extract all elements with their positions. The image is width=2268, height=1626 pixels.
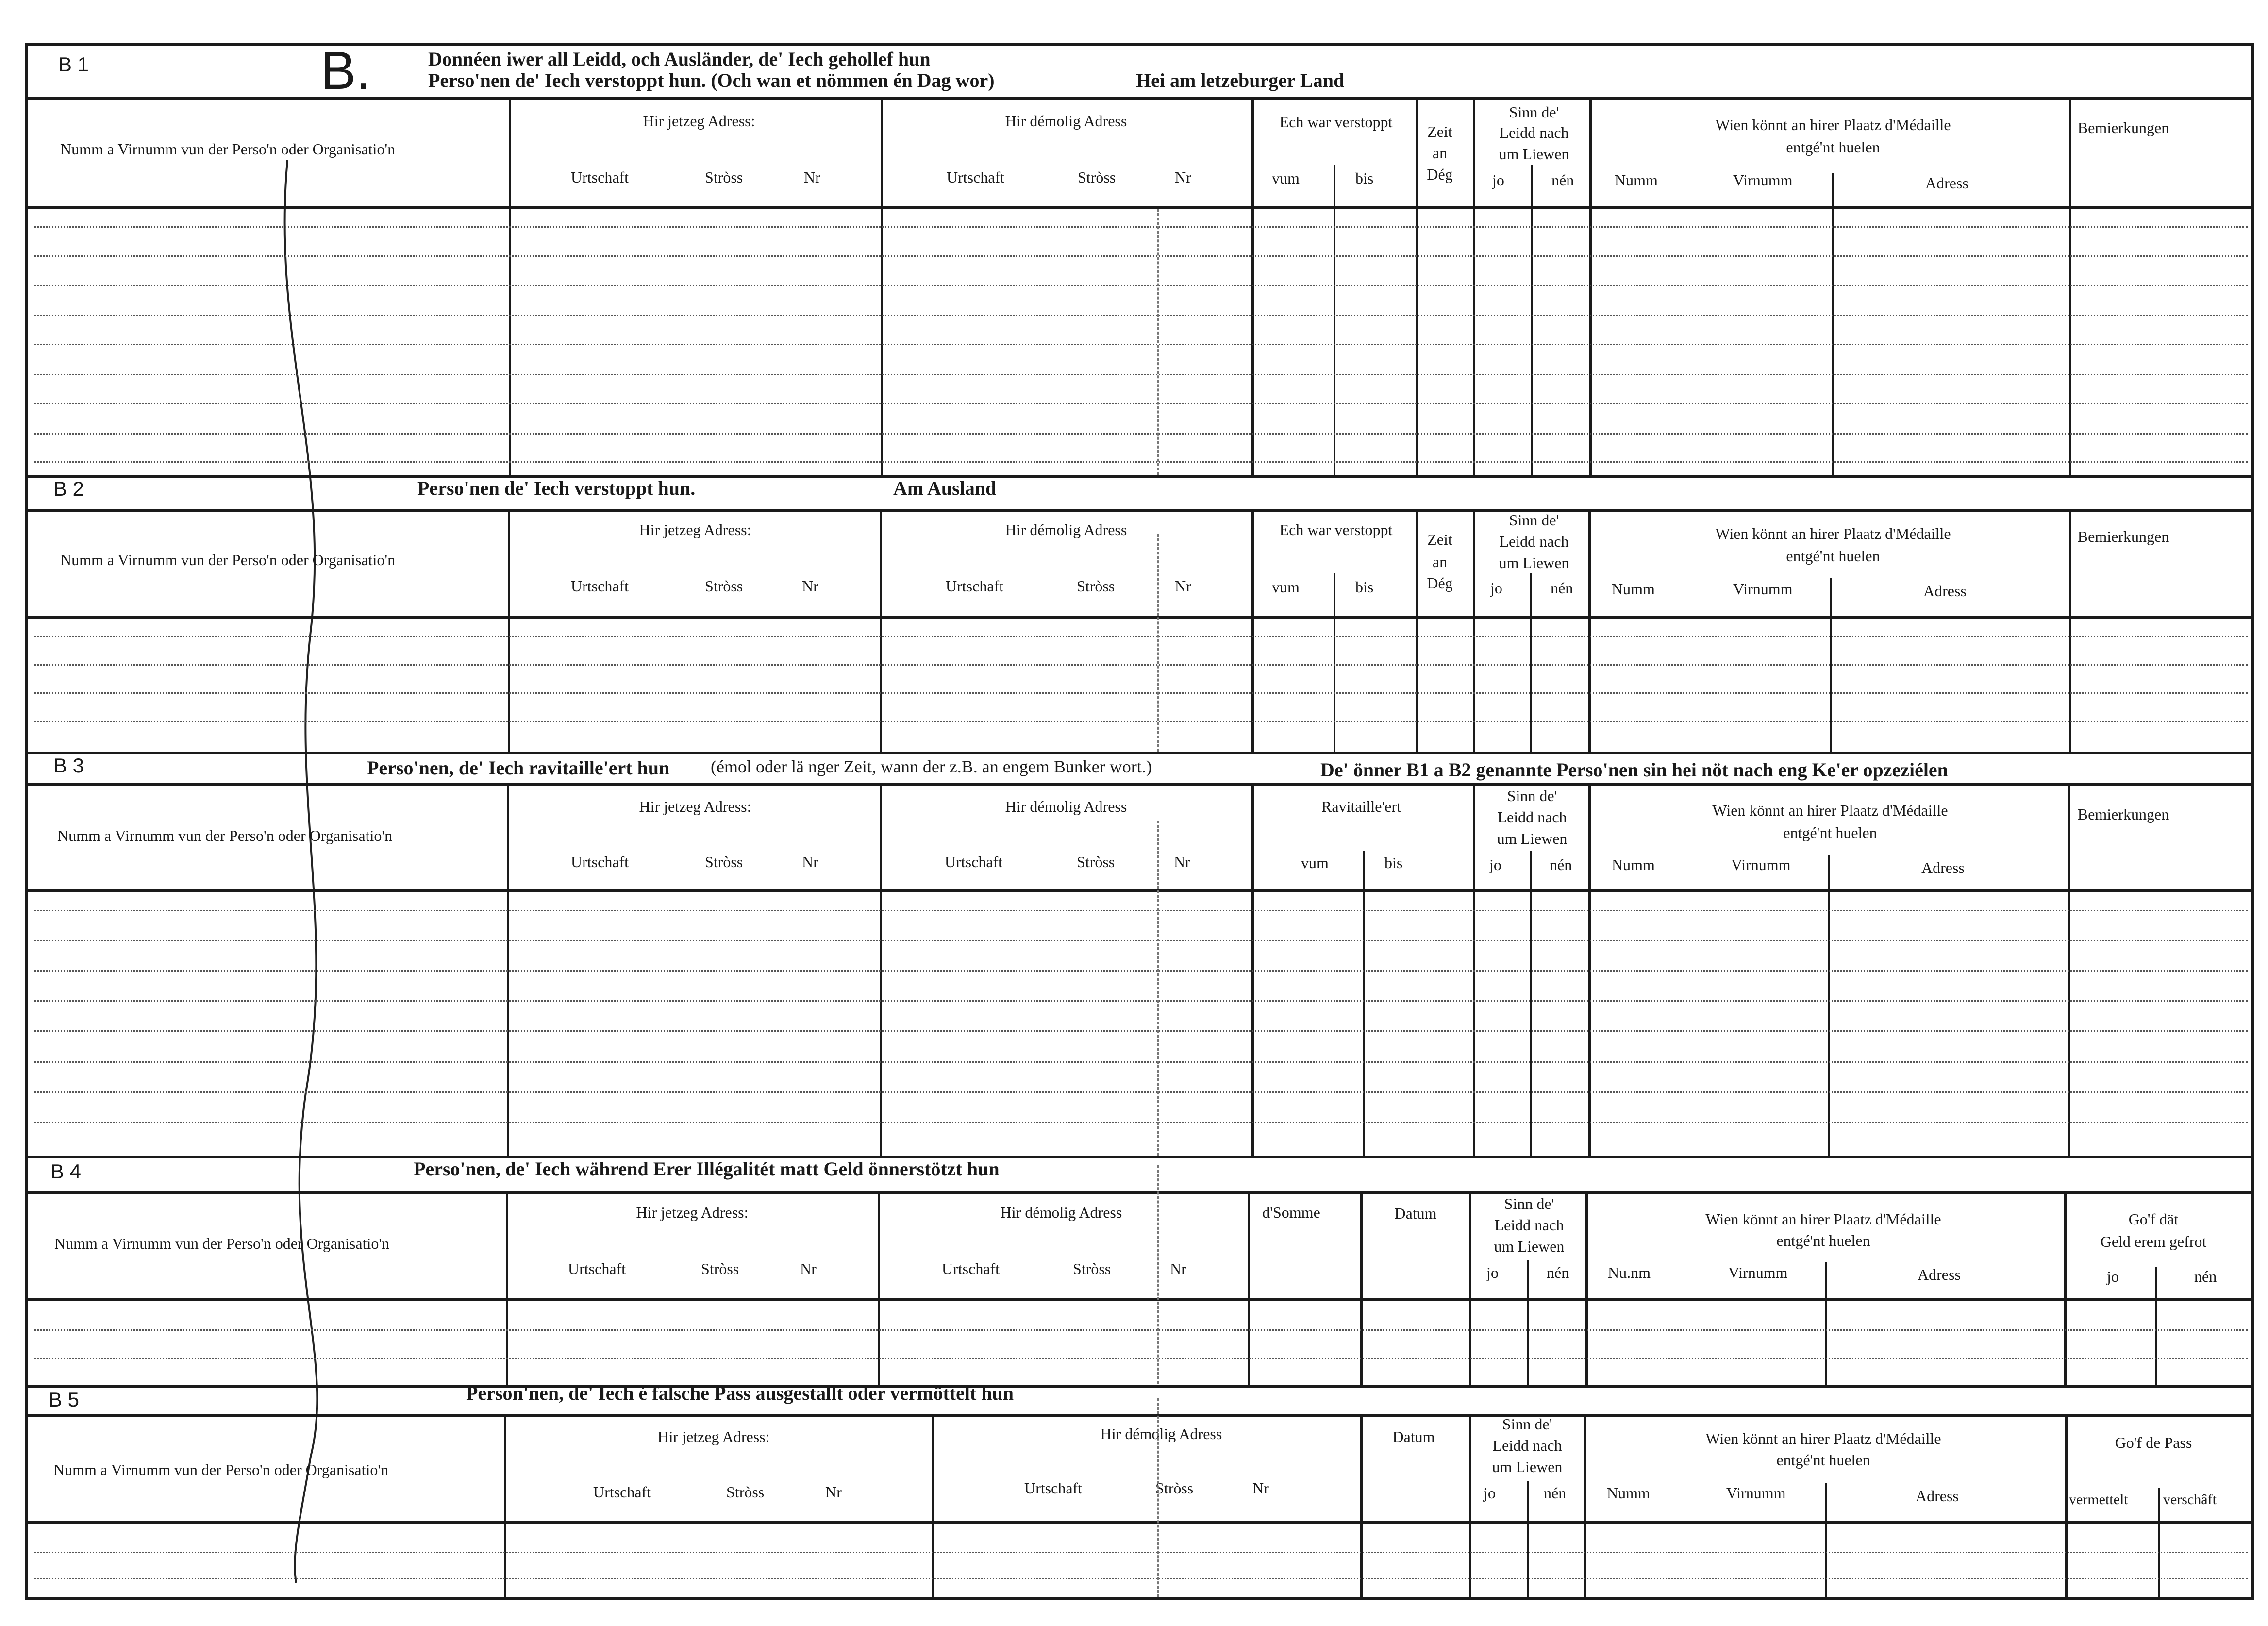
b1-zeit-3: Dég xyxy=(1427,166,1453,183)
b5-sinn-1: Sinn de' xyxy=(1502,1415,1552,1433)
section-label-b3: B 3 xyxy=(53,754,84,777)
b1-former-place-header: Urtschaft xyxy=(947,168,1005,186)
b5-firstname-header: Virnumm xyxy=(1726,1484,1786,1502)
b3-former-street-header: Stròss xyxy=(1077,853,1115,871)
b4-surname-header: Nu.nm xyxy=(1608,1264,1651,1281)
b1-title-right: Hei am letzeburger Land xyxy=(1136,69,1345,91)
b1-sinn-3: um Liewen xyxy=(1499,145,1569,163)
b1-to-header: bis xyxy=(1355,169,1374,187)
b4-date-header: Datum xyxy=(1394,1205,1437,1222)
b3-place-header: Urtschaft xyxy=(571,853,629,871)
b5-title: Person'nen, de' Iech é falsche Pass ausgestallt oder vermöttelt hun xyxy=(466,1382,1014,1404)
b1-current-address-header: Hir jetzeg Adress: xyxy=(643,112,755,130)
b2-sinn-1: Sinn de' xyxy=(1509,511,1559,529)
b3-firstname-header: Virnumm xyxy=(1731,856,1791,873)
b2-surname-header: Numm xyxy=(1612,580,1655,598)
b2-former-street-header: Stròss xyxy=(1077,577,1115,595)
b1-remarks-header: Bemierkungen xyxy=(2077,119,2169,136)
b4-nr-header: Nr xyxy=(800,1260,817,1277)
b1-address-header: Adress xyxy=(1925,174,1968,192)
b3-sinn-1: Sinn de' xyxy=(1507,787,1557,805)
b2-former-place-header: Urtschaft xyxy=(946,577,1004,595)
b4-former-street-header: Stròss xyxy=(1073,1260,1111,1277)
b3-to-header: bis xyxy=(1384,854,1403,872)
b2-zeit-1: Zeit xyxy=(1427,531,1452,548)
b1-place-header: Urtschaft xyxy=(571,168,629,186)
b5-former-address-header: Hir démolig Adress xyxy=(1100,1425,1222,1442)
b3-nr-header: Nr xyxy=(802,853,818,871)
b1-yes-header: jo xyxy=(1492,171,1504,189)
b2-zeit-2: an xyxy=(1432,553,1448,570)
b4-address-header: Adress xyxy=(1918,1266,1961,1283)
b4-gof-yes: jo xyxy=(2107,1268,2119,1285)
b5-medal-1: Wien könnt an hirer Plaatz d'Médaille xyxy=(1705,1430,1941,1447)
b4-no-header: nén xyxy=(1547,1264,1569,1281)
b3-title: Perso'nen, de' Iech ravitaille'ert hun xyxy=(367,757,670,779)
b4-street-header: Stròss xyxy=(701,1260,739,1277)
b5-forged-header: verschâft xyxy=(2163,1492,2217,1508)
b5-no-header: nén xyxy=(1544,1484,1567,1502)
b1-hidden-header: Ech war verstoppt xyxy=(1279,113,1393,131)
b2-former-address-header: Hir démolig Adress xyxy=(1005,521,1127,538)
b2-remarks-header: Bemierkungen xyxy=(2077,528,2169,545)
b2-name-col-header: Numm a Virnumm vun der Perso'n oder Organisatio'n xyxy=(60,551,396,569)
b2-firstname-header: Virnumm xyxy=(1733,580,1793,598)
b1-title-line2: Perso'nen de' Iech verstoppt hun. (Och wan et nömmen én Dag wor) xyxy=(428,69,995,91)
b1-medal-2: entgé'nt huelen xyxy=(1786,138,1880,156)
b2-sinn-3: um Liewen xyxy=(1499,554,1569,571)
b2-medal-1: Wien könnt an hirer Plaatz d'Médaille xyxy=(1715,525,1951,542)
b4-name-col-header: Numm a Virnumm vun der Perso'n oder Organisatio'n xyxy=(54,1235,390,1252)
form-letter: B. xyxy=(320,41,371,101)
b5-date-header: Datum xyxy=(1392,1428,1435,1445)
b5-current-address-header: Hir jetzeg Adress: xyxy=(657,1428,770,1445)
b5-sinn-2: Leidd nach xyxy=(1492,1437,1562,1454)
b2-title: Perso'nen de' Iech verstoppt hun. xyxy=(417,477,696,499)
b3-surname-header: Numm xyxy=(1612,856,1655,873)
b2-to-header: bis xyxy=(1355,578,1374,596)
b3-remarks-header: Bemierkungen xyxy=(2077,805,2169,823)
b4-former-nr-header: Nr xyxy=(1170,1260,1186,1277)
b1-former-address-header: Hir démolig Adress xyxy=(1005,112,1127,130)
b2-title-right: Am Ausland xyxy=(893,477,997,499)
b4-sinn-3: um Liewen xyxy=(1494,1238,1565,1255)
b1-no-header: nén xyxy=(1551,171,1574,189)
b1-surname-header: Numm xyxy=(1615,171,1658,189)
b2-yes-header: jo xyxy=(1490,579,1502,597)
b3-name-col-header: Numm a Virnumm vun der Perso'n oder Organisatio'n xyxy=(57,827,393,844)
b1-street-header: Stròss xyxy=(705,168,743,186)
b3-medal-2: entgé'nt huelen xyxy=(1783,824,1877,841)
b2-current-address-header: Hir jetzeg Adress: xyxy=(639,521,751,538)
b4-gof-no: nén xyxy=(2194,1268,2217,1285)
b2-street-header: Stròss xyxy=(705,577,743,595)
b3-title-right: De' önner B1 a B2 genannte Perso'nen sin hei nöt nach eng Ke'er opzeziélen xyxy=(1320,759,1948,781)
b3-sinn-2: Leidd nach xyxy=(1497,808,1567,826)
b2-zeit-3: Dég xyxy=(1427,574,1453,592)
b1-firstname-header: Virnumm xyxy=(1733,171,1793,189)
section-label-b4: B 4 xyxy=(50,1160,82,1183)
b4-medal-2: entgé'nt huelen xyxy=(1776,1232,1870,1249)
b1-sinn-2: Leidd nach xyxy=(1499,124,1569,141)
b5-street-header: Stròss xyxy=(726,1483,765,1501)
b1-sinn-1: Sinn de' xyxy=(1509,103,1559,121)
b3-supplied-header: Ravitaille'ert xyxy=(1321,798,1401,815)
b3-yes-header: jo xyxy=(1489,856,1501,873)
b5-mediated-header: vermettelt xyxy=(2069,1492,2128,1508)
b4-sum-header: d'Somme xyxy=(1262,1204,1320,1221)
b2-address-header: Adress xyxy=(1923,582,1967,600)
b2-sinn-2: Leidd nach xyxy=(1499,533,1569,550)
b5-name-col-header: Numm a Virnumm vun der Perso'n oder Organisatio'n xyxy=(53,1461,389,1478)
b5-nr-header: Nr xyxy=(825,1483,842,1501)
b4-former-place-header: Urtschaft xyxy=(942,1260,1000,1277)
b1-zeit-2: an xyxy=(1432,144,1448,162)
b2-nr-header: Nr xyxy=(802,577,818,595)
b1-nr-header: Nr xyxy=(804,168,820,186)
b3-street-header: Stròss xyxy=(705,853,743,871)
b4-place-header: Urtschaft xyxy=(568,1260,626,1277)
b3-from-header: vum xyxy=(1301,854,1329,872)
b5-former-nr-header: Nr xyxy=(1252,1479,1269,1497)
b5-former-street-header: Stròss xyxy=(1155,1479,1194,1497)
b1-from-header: vum xyxy=(1272,169,1300,187)
b1-title-line1: Donnéen iwer all Leidd, och Ausländer, de' Iech gehollef hun xyxy=(428,48,931,70)
b3-no-header: nén xyxy=(1550,856,1572,873)
b4-medal-1: Wien könnt an hirer Plaatz d'Médaille xyxy=(1705,1210,1941,1228)
b3-former-nr-header: Nr xyxy=(1174,853,1190,871)
b1-medal-1: Wien könnt an hirer Plaatz d'Médaille xyxy=(1715,116,1951,134)
b5-former-place-header: Urtschaft xyxy=(1024,1479,1083,1497)
b2-from-header: vum xyxy=(1272,578,1300,596)
b2-no-header: nén xyxy=(1551,579,1573,597)
b1-former-nr-header: Nr xyxy=(1175,168,1191,186)
b2-former-nr-header: Nr xyxy=(1175,577,1191,595)
b3-address-header: Adress xyxy=(1921,859,1965,876)
b4-title: Perso'nen, de' Iech während Erer Illégalitét matt Geld önnerstötzt hun xyxy=(414,1158,1000,1180)
b5-pass-header: Go'f de Pass xyxy=(2115,1434,2192,1451)
b3-former-place-header: Urtschaft xyxy=(945,853,1003,871)
b4-sinn-2: Leidd nach xyxy=(1494,1216,1564,1234)
b3-title-paren: (émol oder lä nger Zeit, wann der z.B. an engem Bunker wort.) xyxy=(711,757,1152,776)
section-label-b2: B 2 xyxy=(53,477,84,500)
b5-place-header: Urtschaft xyxy=(593,1483,651,1501)
b3-current-address-header: Hir jetzeg Adress: xyxy=(639,798,751,815)
b3-medal-1: Wien könnt an hirer Plaatz d'Médaille xyxy=(1712,802,1948,819)
b1-former-street-header: Stròss xyxy=(1078,168,1116,186)
b4-current-address-header: Hir jetzeg Adress: xyxy=(636,1204,749,1221)
b4-firstname-header: Virnumm xyxy=(1728,1264,1788,1281)
b5-surname-header: Numm xyxy=(1607,1484,1650,1502)
b5-yes-header: jo xyxy=(1484,1484,1496,1502)
b4-yes-header: jo xyxy=(1486,1264,1499,1281)
b4-gof-1: Go'f dät xyxy=(2128,1210,2179,1228)
b5-address-header: Adress xyxy=(1916,1487,1959,1505)
b2-place-header: Urtschaft xyxy=(571,577,629,595)
b2-hidden-header: Ech war verstoppt xyxy=(1279,521,1393,538)
b1-name-col-header: Numm a Virnumm vun der Perso'n oder Organisatio'n xyxy=(60,140,396,158)
section-label-b1: B 1 xyxy=(58,53,89,76)
b4-former-address-header: Hir démolig Adress xyxy=(1000,1204,1122,1221)
b3-sinn-3: um Liewen xyxy=(1497,830,1568,847)
b1-zeit-1: Zeit xyxy=(1427,123,1452,140)
section-label-b5: B 5 xyxy=(49,1388,80,1411)
b5-sinn-3: um Liewen xyxy=(1492,1458,1563,1475)
b4-sinn-1: Sinn de' xyxy=(1504,1195,1554,1212)
b5-medal-2: entgé'nt huelen xyxy=(1776,1451,1870,1469)
b4-gof-2: Geld erem gefrot xyxy=(2100,1233,2207,1250)
b3-former-address-header: Hir démolig Adress xyxy=(1005,798,1127,815)
b2-medal-2: entgé'nt huelen xyxy=(1786,547,1880,565)
